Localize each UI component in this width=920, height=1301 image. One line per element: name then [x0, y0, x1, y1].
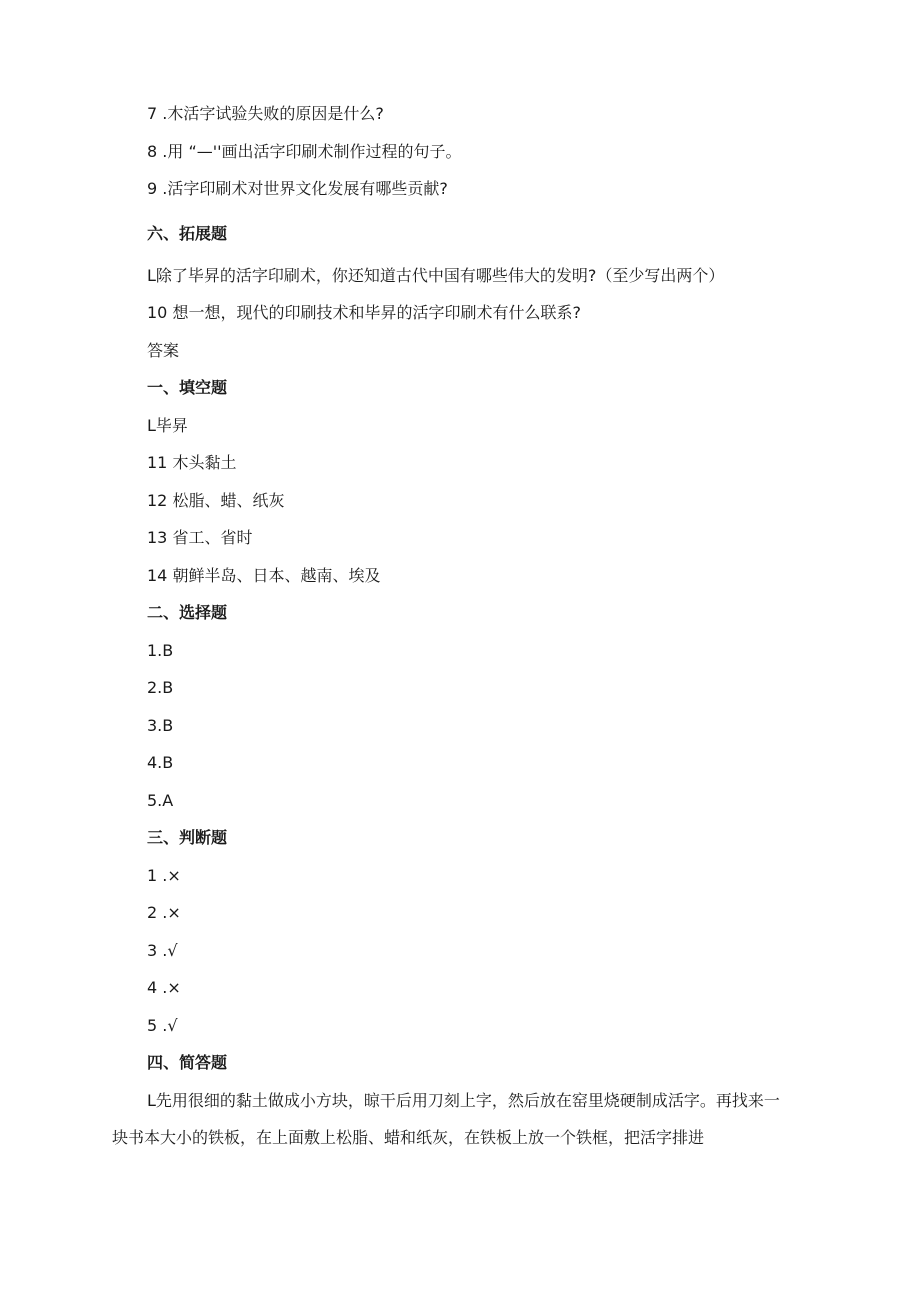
fill-heading: 一、填空题 — [147, 378, 228, 397]
judge-answer: 1 .× — [147, 866, 181, 885]
extension-question-1: L除了毕昇的活字印刷术，你还知道古代中国有哪些伟大的发明?（至少写出两个） — [147, 266, 725, 285]
answers-label: 答案 — [147, 341, 180, 360]
question-7: 7 .木活字试验失败的原因是什么? — [147, 104, 384, 123]
choice-heading: 二、选择题 — [147, 603, 228, 622]
fill-answer: 12 松脂、蜡、纸灰 — [147, 491, 285, 510]
choice-answer: 4.B — [147, 753, 174, 772]
short-answer-paragraph: L先用很细的黏土做成小方块，晾干后用刀刻上字，然后放在窑里烧硬制成活字。再找来一块书本大小的铁板，在上面敷上松脂、蜡和纸灰，在铁板上放一个铁框，把活字排进 — [112, 1091, 780, 1147]
short-heading: 四、简答题 — [147, 1053, 228, 1072]
section-6-heading: 六、拓展题 — [147, 224, 228, 243]
extension-question-10: 10 想一想，现代的印刷技术和毕昇的活字印刷术有什么联系? — [147, 303, 581, 322]
fill-answer: 13 省工、省时 — [147, 528, 253, 547]
fill-answer: L毕昇 — [147, 416, 188, 435]
judge-answer: 4 .× — [147, 978, 181, 997]
judge-answer: 3 .√ — [147, 941, 178, 960]
judge-answer: 5 .√ — [147, 1016, 178, 1035]
choice-answer: 3.B — [147, 716, 174, 735]
choice-answer: 1.B — [147, 641, 174, 660]
question-9: 9 .活字印刷术对世界文化发展有哪些贡献? — [147, 179, 448, 198]
fill-answer: 11 木头黏土 — [147, 453, 237, 472]
judge-heading: 三、判断题 — [147, 828, 228, 847]
fill-answer: 14 朝鲜半岛、日本、越南、埃及 — [147, 566, 381, 585]
question-8: 8 .用 “—''画出活字印刷术制作过程的句子。 — [147, 142, 462, 161]
choice-answer: 5.A — [147, 791, 174, 810]
choice-answer: 2.B — [147, 678, 174, 697]
judge-answer: 2 .× — [147, 903, 181, 922]
